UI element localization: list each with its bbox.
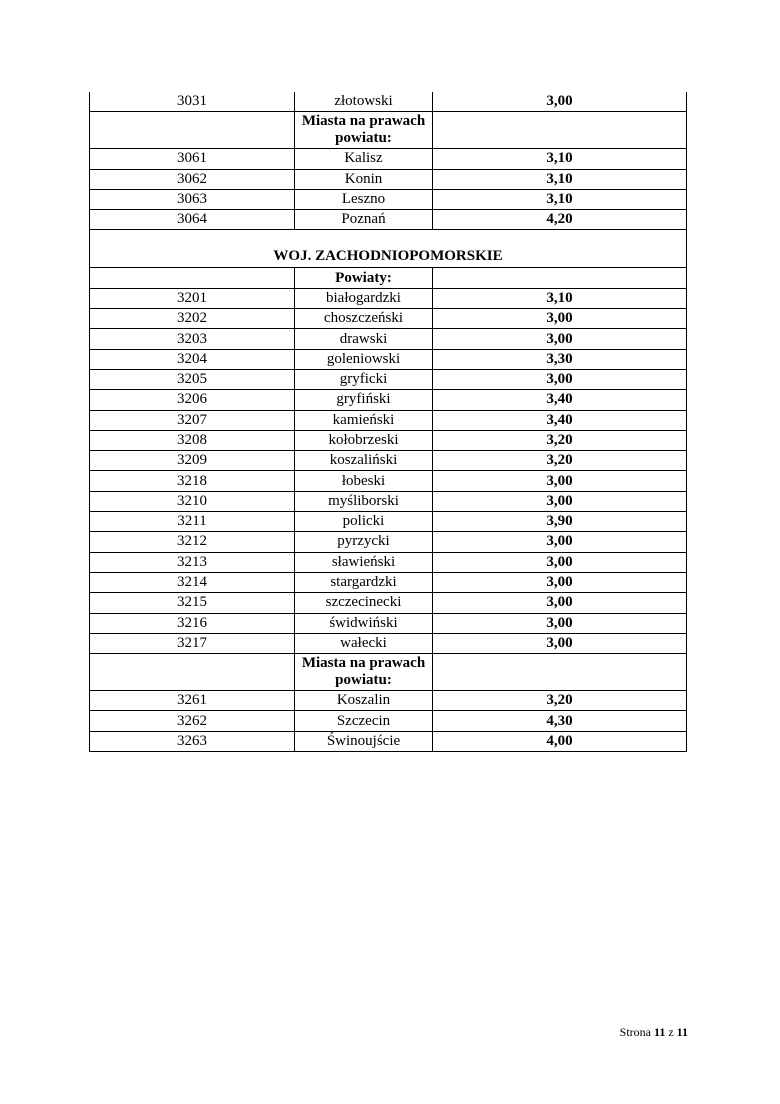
rates-table-body [90,92,687,752]
value-cell: 4,30 [433,711,687,731]
table-row [90,471,687,491]
code-cell: 3064 [90,210,295,230]
name-cell: stargardzki [295,572,433,592]
code-cell: 3217 [90,633,295,653]
cities-header-label: Miasta na prawach powiatu: [295,112,433,149]
code-cell: 3209 [90,451,295,471]
empty-cell [433,268,687,288]
cities-header-row [90,654,687,691]
table-row [90,633,687,653]
name-cell: świdwiński [295,613,433,633]
value-cell: 3,10 [433,169,687,189]
table-row [90,329,687,349]
value-cell: 4,20 [433,210,687,230]
value-cell: 3,20 [433,691,687,711]
name-cell: goleniowski [295,349,433,369]
name-cell: Poznań [295,210,433,230]
page-footer [620,1025,688,1040]
code-cell: 3063 [90,189,295,209]
code-cell: 3201 [90,288,295,308]
code-cell: 3062 [90,169,295,189]
table-row [90,169,687,189]
name-cell: myśliborski [295,491,433,511]
value-cell: 3,20 [433,430,687,450]
table-row [90,189,687,209]
table-row [90,430,687,450]
cities-header-row [90,112,687,149]
value-cell: 3,00 [433,593,687,613]
code-cell: 3211 [90,512,295,532]
empty-cell [433,654,687,691]
value-cell: 3,00 [433,491,687,511]
code-cell: 3207 [90,410,295,430]
table-row [90,349,687,369]
value-cell: 3,20 [433,451,687,471]
name-cell: Szczecin [295,711,433,731]
name-cell: łobeski [295,471,433,491]
name-cell: Leszno [295,189,433,209]
footer-separator: z [668,1025,674,1039]
code-cell: 3203 [90,329,295,349]
code-cell: 3061 [90,149,295,169]
code-cell: 3204 [90,349,295,369]
code-cell: 3218 [90,471,295,491]
value-cell: 3,30 [433,349,687,369]
name-cell: Konin [295,169,433,189]
code-cell: 3205 [90,369,295,389]
table-row [90,512,687,532]
table-row [90,711,687,731]
code-cell: 3213 [90,552,295,572]
value-cell: 3,00 [433,572,687,592]
footer-prefix: Strona [619,1025,651,1039]
table-row [90,410,687,430]
code-cell: 3214 [90,572,295,592]
powiaty-header-row [90,268,687,288]
value-cell: 3,00 [433,92,687,112]
code-cell: 3031 [90,92,295,112]
empty-cell [90,654,295,691]
code-cell: 3210 [90,491,295,511]
name-cell: pyrzycki [295,532,433,552]
table-row [90,691,687,711]
value-cell: 3,00 [433,329,687,349]
value-cell: 3,00 [433,633,687,653]
empty-cell [433,112,687,149]
value-cell: 3,00 [433,369,687,389]
value-cell: 3,10 [433,149,687,169]
table-row [90,491,687,511]
name-cell: sławieński [295,552,433,572]
footer-page-total: 11 [676,1025,688,1039]
name-cell: Koszalin [295,691,433,711]
value-cell: 3,40 [433,410,687,430]
code-cell: 3216 [90,613,295,633]
code-cell: 3215 [90,593,295,613]
code-cell: 3212 [90,532,295,552]
table-row [90,92,687,112]
value-cell: 3,00 [433,309,687,329]
region-title: WOJ. ZACHODNIOPOMORSKIE [90,230,687,268]
value-cell: 3,00 [433,552,687,572]
code-cell: 3208 [90,430,295,450]
value-cell: 3,00 [433,532,687,552]
code-cell: 3261 [90,691,295,711]
region-header-row [90,230,687,268]
empty-cell [90,112,295,149]
powiaty-header-label: Powiaty: [295,268,433,288]
table-row [90,369,687,389]
value-cell: 3,00 [433,471,687,491]
name-cell: szczecinecki [295,593,433,613]
name-cell: kołobrzeski [295,430,433,450]
table-row [90,288,687,308]
code-cell: 3202 [90,309,295,329]
code-cell: 3263 [90,731,295,751]
code-cell: 3206 [90,390,295,410]
table-row [90,593,687,613]
value-cell: 3,10 [433,189,687,209]
table-row [90,210,687,230]
name-cell: białogardzki [295,288,433,308]
rates-table [89,92,687,752]
table-row [90,390,687,410]
name-cell: koszaliński [295,451,433,471]
name-cell: policki [295,512,433,532]
table-row [90,731,687,751]
name-cell: kamieński [295,410,433,430]
cities-header-label: Miasta na prawach powiatu: [295,654,433,691]
value-cell: 4,00 [433,731,687,751]
name-cell: złotowski [295,92,433,112]
code-cell: 3262 [90,711,295,731]
name-cell: gryficki [295,369,433,389]
empty-cell [90,268,295,288]
value-cell: 3,40 [433,390,687,410]
name-cell: Kalisz [295,149,433,169]
name-cell: gryfiński [295,390,433,410]
table-row [90,552,687,572]
value-cell: 3,10 [433,288,687,308]
name-cell: wałecki [295,633,433,653]
value-cell: 3,00 [433,613,687,633]
table-row [90,613,687,633]
table-row [90,451,687,471]
name-cell: choszczeński [295,309,433,329]
footer-page-number: 11 [653,1025,666,1039]
table-row [90,532,687,552]
name-cell: Świnoujście [295,731,433,751]
table-row [90,149,687,169]
table-row [90,572,687,592]
table-row [90,309,687,329]
value-cell: 3,90 [433,512,687,532]
name-cell: drawski [295,329,433,349]
